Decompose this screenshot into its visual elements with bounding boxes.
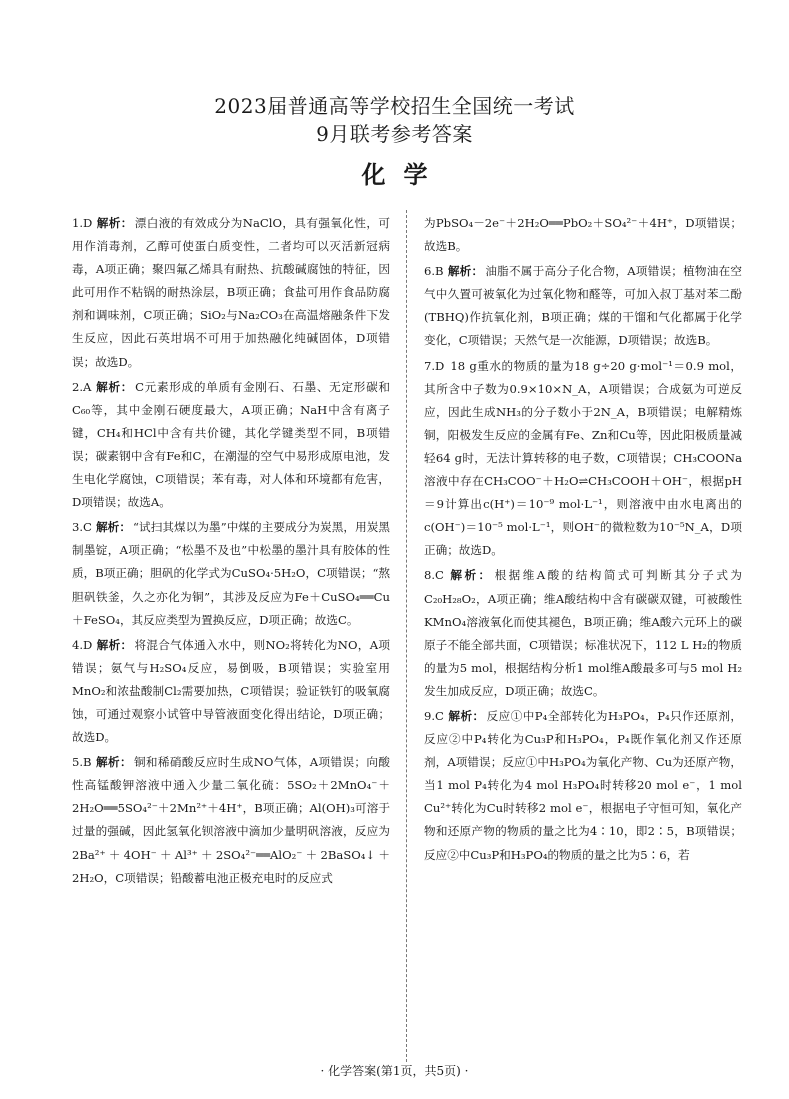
answer-number: 7.D [424,358,445,373]
answer-text: “试扫其煤以为墨”中煤的主要成分为炭黑，用炭黑制墨锭，A项正确；“松墨不及也”中松墨的墨汁具有胶体的性质，B项正确；胆矾的化学式为CuSO₄·5H₂O，C项错误；“熬胆矾铁釜，久之亦化为铜”，其涉及反应为Fe＋CuSO₄══Cu＋FeSO₄，其反应类型为置换反应，D项正确；故选C。 [72,520,390,627]
answer-number: 6.B [424,264,444,279]
page-footer: · 化学答案(第1页，共5页) · [320,1064,469,1078]
answer-text: 根据维A酸的结构简式可判断其分子式为C₂₀H₂₈O₂，A项正确；维A酸结构中含有碳碳双键，可被酸性KMnO₄溶液氧化而使其褪色，B项正确；维A酸六元环上的碳原子不能全部共面，C项错误；标准状况下，112 L H₂的物质的量为5 mol，根据结构分析1 mol维A酸最多可与5 mol H₂发生加成反应，D项正确；故选C。 [424,568,742,698]
answer-number: 5.B [72,755,92,770]
answer-item [72,212,390,374]
continued-text: 为PbSO₄－2e⁻＋2H₂O══PbO₂＋SO₄²⁻＋4H⁺，D项错误；故选B。 [424,216,742,254]
analysis-tag: 解析： [96,637,133,652]
answer-number: 4.D [72,637,93,652]
analysis-tag: 解析： [447,264,484,279]
analysis-tag: 解析： [95,755,132,770]
answer-text: 漂白液的有效成分为NaClO，具有强氧化性，可用作消毒剂，乙醇可使蛋白质变性，二者均可以灭活新冠病毒，A项正确；聚四氟乙烯具有耐热、抗酸碱腐蚀的特征，因此可用作不粘锅的耐热涂层，B项正确；食盐可用作食品防腐剂和调味剂，C项正确；SiO₂与Na₂CO₃在高温熔融条件下发生反应，因此石英坩埚不可用于加热融化纯碱固体，D项错误；故选D。 [72,216,390,369]
answer-number: 3.C [72,520,92,535]
column-divider [406,210,407,1062]
answer-number: 1.D [72,216,93,230]
answer-text: 反应①中P₄全部转化为H₃PO₄，P₄只作还原剂，反应②中P₄转化为Cu₃P和H₃PO₄，P₄既作氧化剂又作还原剂，A项错误；反应①中H₃PO₄为氧化产物、Cu为还原产物，当1 mol P₄转化为4 mol H₃PO₄时转移20 mol e⁻，1 mol Cu²⁺转化为Cu时转移2 mol e⁻，根据电子守恒可知，氧化产物和还原产物的物质的量之比为4∶10，即2∶5，B项错误；反应②中Cu₃P和H₃PO₄的物质的量之比为5∶6，若 [424,708,742,862]
analysis-tag: 解析： [447,568,493,583]
analysis-tag: 解析： [447,708,485,723]
answer-item [424,260,742,352]
answer-text: 铜和稀硝酸反应时生成NO气体，A项错误；向酸性高锰酸钾溶液中通入少量二氧化硫：5SO₂＋2MnO₄⁻＋2H₂O══5SO₄²⁻＋2Mn²⁺＋4H⁺，B项正确；Al(OH)₃可溶于过量的强碱，因此氢氧化钡溶液中滴加少量明矾溶液，反应为2Ba²⁺＋4OH⁻＋Al³⁺＋2SO₄²⁻══AlO₂⁻＋2BaSO₄↓＋2H₂O，C项错误；铅酸蓄电池正极充电时的反应式 [72,755,390,885]
answer-text: C元素形成的单质有金刚石、石墨、无定形碳和C₆₀等，其中金刚石硬度最大，A项正确；NaH中含有离子键，CH₄和HCl中含有共价键，其化学键类型不同，B项错误；碳素钢中含有Fe和C，在潮湿的空气中易形成原电池，发生电化学腐蚀，C项错误；苯有毒，对人体和环境都有危害，D项错误；故选A。 [72,379,390,510]
answer-item [72,634,390,749]
answer-number: 8.C [424,568,444,583]
right-column [424,212,742,869]
answer-item [72,751,390,890]
answer-item [424,564,742,703]
analysis-tag: 解析： [95,379,134,394]
answer-text: 油脂不属于高分子化合物，A项错误；植物油在空气中久置可被氧化为过氧化物和醛等，可加入叔丁基对苯二酚(TBHQ)作抗氧化剂，B项正确；煤的干馏和气化都属于化学变化，C项错误；天然气是一次能源，D项错误；故选B。 [424,264,742,348]
subject-title: 化学 [361,160,446,189]
answer-item [72,376,390,515]
answer-number: 2.A [72,379,92,394]
exam-subtitle: 9月联考参考答案 [316,122,473,146]
answer-item [424,705,742,867]
answer-item [424,355,742,563]
answer-text: 将混合气体通入水中，则NO₂将转化为NO，A项错误；氨气与H₂SO₄反应，易倒吸，B项错误；实验室用MnO₂和浓盐酸制Cl₂需要加热，C项错误；验证铁钉的吸氧腐蚀，可通过观察小试管中导管液面变化得出结论，D项正确；故选D。 [72,637,390,745]
answer-number: 9.C [424,708,444,723]
answer-text: 18 g重水的物质的量为18 g÷20 g·mol⁻¹＝0.9 mol，其所含中子数为0.9×10×N_A，A项错误；合成氨为可逆反应，因此生成NH₃的分子数小于2N_A，B项错误；电解精炼铜，阳极发生反应的金属有Fe、Zn和Cu等，因此阳极质量减轻64 g时，无法计算转移的电子数，C项错误；CH₃COONa溶液中存在CH₃COO⁻＋H₂O⇌CH₃COOH＋OH⁻，根据pH＝9计算出c(H⁺)＝10⁻⁹ mol·L⁻¹，则溶液中由水电离出的c(OH⁻)＝10⁻⁵ mol·L⁻¹，则OH⁻的微粒数为10⁻⁵N_A，D项正确；故选D。 [424,358,742,558]
answer-item [72,516,390,631]
exam-title: 2023届普通高等学校招生全国统一考试 [214,94,575,118]
analysis-tag: 解析： [96,216,133,230]
left-column [72,212,390,892]
analysis-tag: 解析： [95,520,132,535]
page-header [0,92,789,190]
